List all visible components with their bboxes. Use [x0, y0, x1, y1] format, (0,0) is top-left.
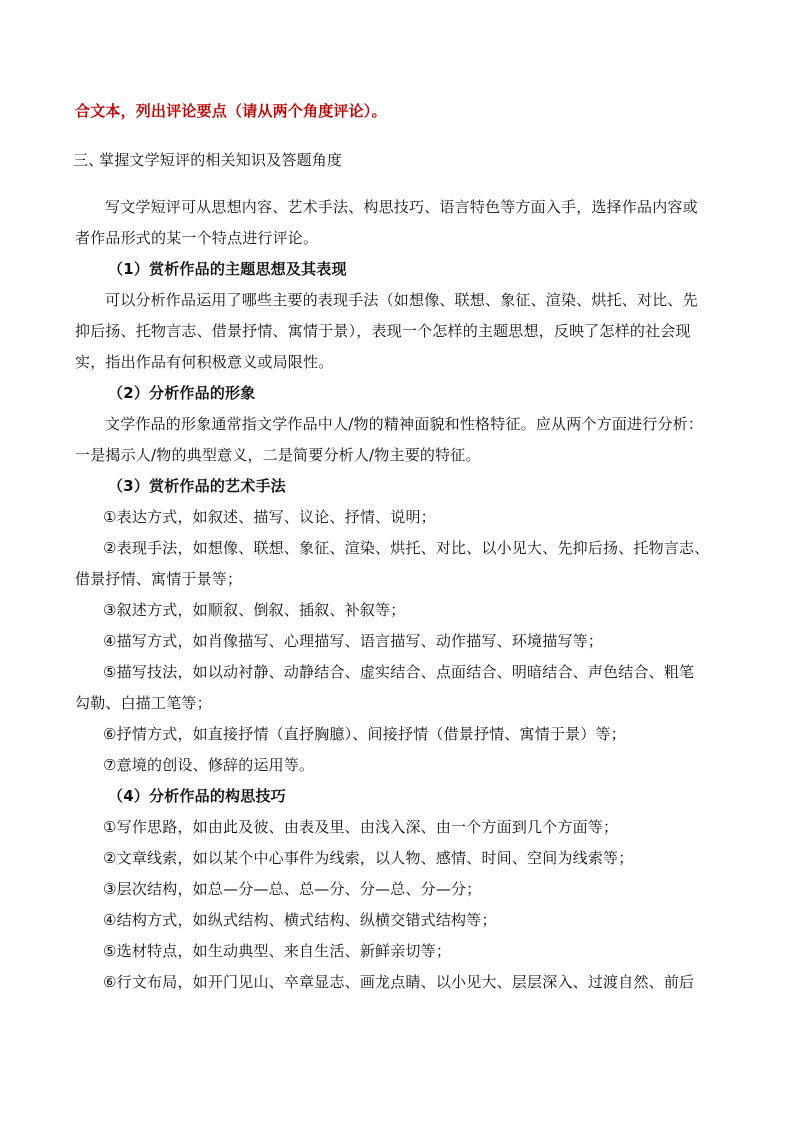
- subheading-structure: （4）分析作品的构思技巧: [108, 787, 286, 805]
- paragraph-line: 实，指出作品有何积极意义或局限性。: [75, 353, 334, 371]
- section-title: 掌握文学短评的相关知识及答题角度: [99, 151, 343, 169]
- paragraph-line: 写文学短评可从思想内容、艺术手法、构思技巧、语言特色等方面入手，选择作品内容或: [105, 198, 698, 216]
- list-item: ②文章线索，如以某个中心事件为线索，以人物、感情、时间、空间为线索等；: [103, 849, 634, 867]
- list-item: ④描写方式，如肖像描写、心理描写、语言描写、动作描写、环境描写等；: [103, 632, 604, 650]
- list-item: ③层次结构，如总—分—总、总—分、分—总、分—分；: [103, 880, 482, 898]
- list-item-continuation: 勾勒、白描工笔等；: [75, 694, 212, 712]
- paragraph-line: 文学作品的形象通常指文学作品中人/物的精神面貌和性格特征。应从两个方面进行分析：: [105, 415, 704, 433]
- list-item: ①表达方式，如叙述、描写、议论、抒情、说明；: [103, 508, 436, 526]
- subheading-art-technique: （3）赏析作品的艺术手法: [108, 477, 286, 495]
- list-item: ①写作思路，如由此及彼、由表及里、由浅入深、由一个方面到几个方面等；: [103, 818, 619, 836]
- list-item: ②表现手法，如想像、联想、象征、渲染、烘托、对比、以小见大、先抑后扬、托物言志、: [103, 539, 710, 557]
- subheading-theme: （1）赏析作品的主题思想及其表现: [108, 260, 347, 278]
- list-item: ⑥抒情方式，如直接抒情（直抒胸臆）、间接抒情（借景抒情、寓情于景）等；: [103, 725, 626, 743]
- list-item: ④结构方式，如纵式结构、横式结构、纵横交错式结构等；: [103, 911, 497, 929]
- list-item: ⑦意境的创设、修辞的运用等。: [103, 756, 315, 774]
- paragraph-line: 抑后扬、托物言志、借景抒情、寓情于景），表现一个怎样的主题思想，反映了怎样的社会现: [75, 322, 691, 340]
- list-item-continuation: 借景抒情、寓情于景等；: [75, 570, 243, 588]
- list-item: ③叙述方式，如顺叙、倒叙、插叙、补叙等；: [103, 601, 406, 619]
- list-item: ⑤描写技法，如以动衬静、动静结合、虚实结合、点面结合、明暗结合、声色结合、粗笔: [103, 663, 695, 681]
- section-number: 三、: [73, 151, 104, 169]
- section-three-heading: [73, 150, 723, 170]
- intro-red-line: 合文本，列出评论要点（请从两个角度评论）。: [75, 102, 387, 120]
- paragraph-line: 可以分析作品运用了哪些主要的表现手法（如想像、联想、象征、渲染、烘托、对比、先: [105, 291, 698, 309]
- list-item: ⑤选材特点，如生动典型、来自生活、新鲜亲切等；: [103, 942, 452, 960]
- paragraph-line: 一是揭示人/物的典型意义，二是简要分析人/物主要的特征。: [75, 446, 481, 464]
- list-item: ⑥行文布局，如开门见山、卒章显志、画龙点睛、以小见大、层层深入、过渡自然、前后: [103, 973, 695, 991]
- paragraph-line: 者作品形式的某一个特点进行评论。: [75, 229, 319, 247]
- subheading-image: （2）分析作品的形象: [108, 384, 256, 402]
